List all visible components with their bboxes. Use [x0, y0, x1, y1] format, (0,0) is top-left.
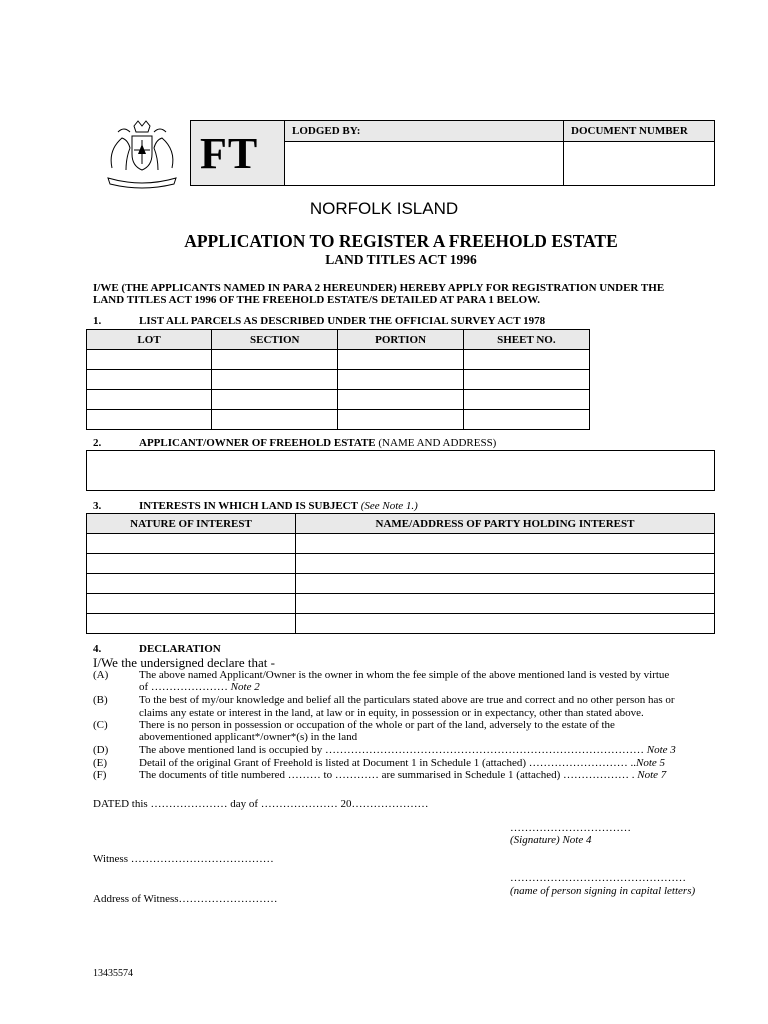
declaration-key-d: (D)	[93, 744, 109, 756]
region-title: NORFOLK ISLAND	[309, 199, 459, 218]
intro-line-1: I/WE (THE APPLICANTS NAMED IN PARA 2 HEREUNDER) HEREBY APPLY FOR REGISTRATION UNDER THE	[93, 282, 665, 294]
declaration-f-line-1: The documents of title numbered ……… to ………… are summarised in Schedule 1 (attached) ……………… .	[139, 769, 638, 781]
table-row	[87, 410, 590, 430]
signature-label: (Signature) Note 4	[510, 834, 592, 846]
section-3-note: (See Note 1.)	[360, 500, 418, 512]
page-subtitle: LAND TITLES ACT 1996	[325, 252, 477, 267]
table-cell[interactable]	[463, 390, 589, 410]
column-header-section: SECTION	[212, 330, 338, 350]
table-cell[interactable]	[87, 370, 212, 390]
coat-of-arms-icon	[104, 118, 180, 190]
section-1-heading: LIST ALL PARCELS AS DESCRIBED UNDER THE OFFICIAL SURVEY ACT 1978	[139, 315, 546, 327]
signature-line[interactable]: ……………………………	[510, 822, 631, 834]
column-header-portion: PORTION	[338, 330, 463, 350]
table-row	[87, 594, 715, 614]
table-row	[87, 614, 715, 634]
section-2-heading-suffix: (NAME AND ADDRESS)	[378, 437, 497, 449]
table-cell[interactable]	[87, 594, 296, 614]
form-code: FT	[200, 129, 259, 178]
declaration-c-line-1: There is no person in possession or occupation of the whole or part of the land, adversely to the estate of the	[139, 719, 615, 731]
declaration-key-a: (A)	[93, 669, 109, 681]
name-capitals-label: (name of person signing in capital letters)	[510, 885, 696, 897]
table-cell[interactable]	[212, 350, 338, 370]
section-2-number: 2.	[93, 437, 102, 449]
intro-line-2: LAND TITLES ACT 1996 OF THE FREEHOLD ESTATE/S DETAILED AT PARA 1 BELOW.	[93, 294, 540, 306]
table-row	[87, 574, 715, 594]
interests-table	[86, 513, 715, 634]
declaration-d-line-1: The above mentioned land is occupied by ……………………………………………………………………………	[139, 744, 647, 756]
table-cell[interactable]	[338, 410, 463, 430]
table-row	[87, 390, 590, 410]
table-cell[interactable]	[296, 614, 715, 634]
declaration-lead: I/We the undersigned declare that -	[93, 655, 275, 670]
table-cell[interactable]	[338, 370, 463, 390]
column-header-sheet-no: SHEET NO.	[463, 330, 589, 350]
document-number-field[interactable]	[564, 142, 714, 185]
table-cell[interactable]	[296, 554, 715, 574]
page-title: APPLICATION TO REGISTER A FREEHOLD ESTATE	[184, 231, 618, 251]
declaration-a-note: Note 2	[230, 681, 260, 693]
table-cell[interactable]	[87, 350, 212, 370]
table-cell[interactable]	[212, 370, 338, 390]
document-id: 13435574	[93, 968, 133, 979]
applicant-field[interactable]	[86, 450, 715, 491]
declaration-f-note: Note 7	[637, 769, 667, 781]
table-cell[interactable]	[463, 350, 589, 370]
table-cell[interactable]	[87, 554, 296, 574]
table-cell[interactable]	[87, 390, 212, 410]
table-cell[interactable]	[296, 534, 715, 554]
declaration-key-b: (B)	[93, 694, 108, 706]
name-capitals-line[interactable]: …………………………………………	[510, 872, 686, 884]
section-3-number: 3.	[93, 500, 102, 512]
table-cell[interactable]	[87, 614, 296, 634]
witness-line[interactable]: Witness …………………………………	[93, 853, 274, 865]
section-3-heading: INTERESTS IN WHICH LAND IS SUBJECT	[139, 500, 358, 512]
lodged-by-label: LODGED BY:	[292, 125, 361, 137]
table-row	[87, 554, 715, 574]
section-2-heading: APPLICANT/OWNER OF FREEHOLD ESTATE	[139, 437, 376, 449]
witness-address-line[interactable]: Address of Witness………………………	[93, 893, 278, 905]
declaration-a-line-2: of …………………	[139, 681, 231, 693]
column-header-lot: LOT	[87, 330, 212, 350]
lodged-by-field[interactable]	[285, 142, 562, 185]
table-cell[interactable]	[463, 370, 589, 390]
declaration-key-e: (E)	[93, 757, 108, 769]
parcels-table	[86, 329, 590, 430]
table-row	[87, 350, 590, 370]
declaration-e-note: Note 5	[636, 757, 666, 769]
declaration-a-line-1: The above named Applicant/Owner is the owner in whom the fee simple of the above mentioned land is vested by virtue	[139, 669, 670, 681]
table-cell[interactable]	[296, 594, 715, 614]
declaration-c-line-2: abovementioned applicant*/owner*(s) in the land	[139, 731, 358, 743]
declaration-b-line-1: To the best of my/our knowledge and belief all the particulars stated above are true and correct and no other person has or	[139, 694, 675, 706]
table-cell[interactable]	[87, 574, 296, 594]
section-1-number: 1.	[93, 315, 102, 327]
table-cell[interactable]	[338, 350, 463, 370]
table-cell[interactable]	[296, 574, 715, 594]
declaration-key-c: (C)	[93, 719, 108, 731]
document-number-label: DOCUMENT NUMBER	[571, 125, 688, 137]
declaration-d-note: Note 3	[646, 744, 676, 756]
declaration-key-f: (F)	[93, 769, 107, 781]
column-header-nature-of-interest: NATURE OF INTEREST	[87, 514, 296, 534]
declaration-e-line-1: Detail of the original Grant of Freehold is listed at Document 1 in Schedule 1 (attached) ……………………… ..	[139, 757, 637, 769]
declaration-b-line-2: claims any estate or interest in the land, at law or in equity, in possession or in expectancy, other than stated above.	[139, 707, 644, 719]
table-cell[interactable]	[87, 410, 212, 430]
section-4-heading: DECLARATION	[139, 643, 221, 655]
table-cell[interactable]	[463, 410, 589, 430]
section-4-number: 4.	[93, 643, 102, 655]
table-row	[87, 534, 715, 554]
table-cell[interactable]	[212, 410, 338, 430]
table-row	[87, 370, 590, 390]
column-header-party-holding-interest: NAME/ADDRESS OF PARTY HOLDING INTEREST	[296, 514, 715, 534]
table-cell[interactable]	[87, 534, 296, 554]
table-cell[interactable]	[338, 390, 463, 410]
table-cell[interactable]	[212, 390, 338, 410]
dated-line[interactable]: DATED this ………………… day of ………………… 20…………………	[93, 798, 429, 810]
